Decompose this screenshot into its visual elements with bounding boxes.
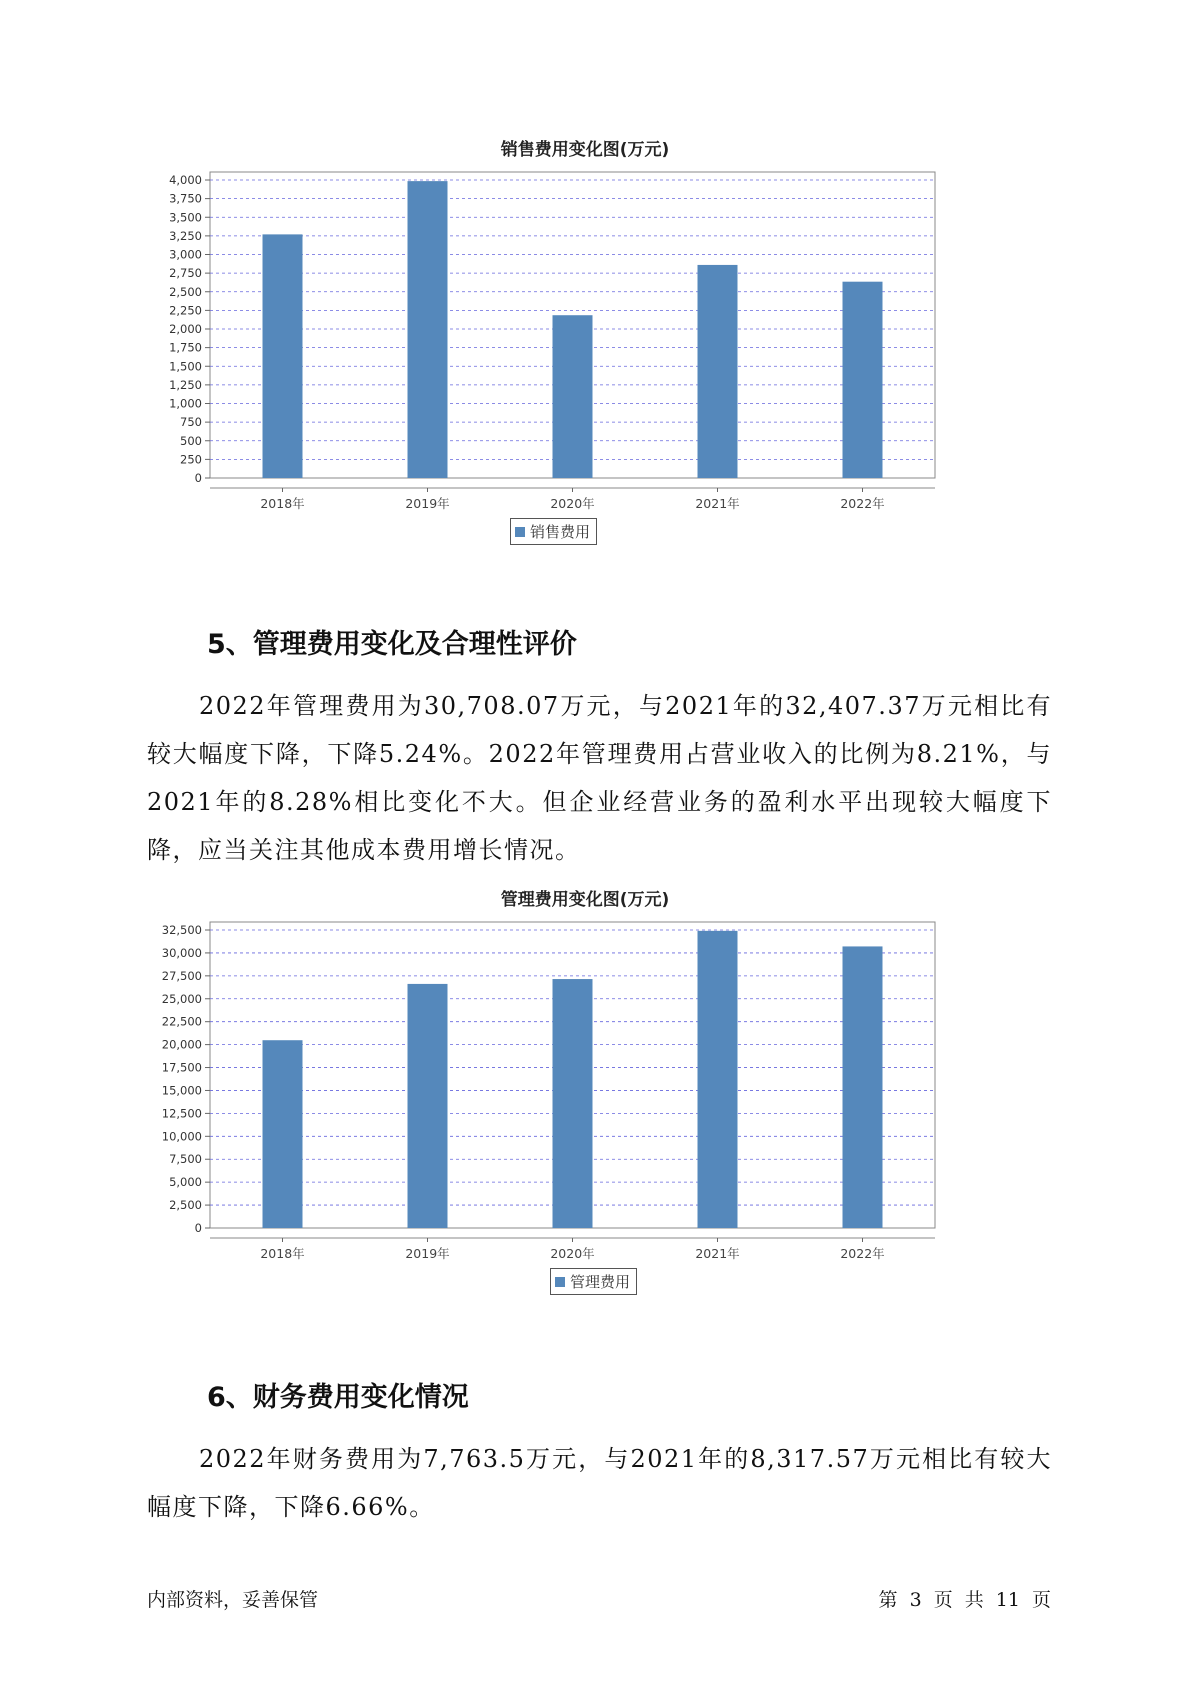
y-tick-label: 3,250 [169,228,202,243]
legend-swatch [515,527,525,537]
x-tick-label: 2018年 [260,1246,305,1261]
bar [263,1040,303,1228]
y-tick-label: 3,000 [169,247,202,262]
y-tick-label: 32,500 [161,923,202,937]
sales-expense-chart [150,130,1020,550]
y-tick-label: 17,500 [161,1060,202,1075]
y-tick-label: 1,000 [169,396,202,411]
bar [553,979,593,1228]
bar [698,931,738,1228]
y-tick-label: 10,000 [161,1129,202,1144]
y-tick-label: 1,500 [169,359,202,374]
chart-plot [150,160,1020,560]
bar [843,282,883,478]
y-tick-label: 750 [180,415,202,430]
legend-swatch [555,1277,565,1287]
y-tick-label: 2,250 [169,303,202,318]
x-tick-label: 2021年 [695,1246,740,1261]
y-tick-label: 30,000 [161,945,202,960]
x-tick-label: 2022年 [840,496,885,511]
y-tick-label: 27,500 [161,968,202,983]
y-tick-label: 2,500 [169,1198,202,1213]
x-tick-label: 2021年 [695,496,740,511]
x-tick-label: 2019年 [405,1246,450,1261]
y-tick-label: 0 [194,1221,202,1235]
y-tick-label: 2,750 [169,266,202,281]
chart-title: 管理费用变化图(万元) [500,890,670,910]
y-tick-label: 20,000 [161,1037,202,1052]
y-tick-label: 2,500 [169,284,202,299]
y-tick-label: 3,500 [169,210,202,225]
x-tick-label: 2022年 [840,1246,885,1261]
footer-page-number: 第 3 页 共 11 页 [878,1589,1051,1611]
y-tick-label: 1,750 [169,340,202,355]
bar [843,946,883,1228]
footer-confidential-note: 内部资料，妥善保管 [147,1589,319,1611]
section-5-heading: 5、管理费用变化及合理性评价 [207,629,577,660]
y-tick-label: 22,500 [161,1014,202,1029]
chart-plot [150,910,1020,1310]
admin-expense-chart [150,880,1020,1300]
x-tick-label: 2020年 [550,496,595,511]
y-tick-label: 7,500 [169,1152,202,1167]
chart-legend [510,518,597,545]
bar [553,315,593,478]
legend-label: 销售费用 [530,523,591,541]
bar [408,984,448,1228]
y-tick-label: 0 [194,471,202,485]
section-6-heading: 6、财务费用变化情况 [207,1382,469,1413]
bar [698,265,738,478]
legend-label: 管理费用 [570,1273,631,1291]
chart-title: 销售费用变化图(万元) [500,140,670,160]
y-tick-label: 12,500 [161,1106,202,1121]
y-tick-label: 4,000 [169,173,202,187]
bar [408,181,448,478]
y-tick-label: 1,250 [169,377,202,392]
y-tick-label: 2,000 [169,322,202,336]
x-tick-label: 2018年 [260,496,305,511]
x-tick-label: 2020年 [550,1246,595,1261]
chart-legend [550,1268,637,1295]
bar [263,234,303,478]
section-6-paragraph: 2022年财务费用为7,763.5万元，与2021年的8,317.57万元相比有较大幅度下降，下降6.66%。 [147,1445,1052,1521]
y-tick-label: 250 [180,452,202,467]
y-tick-label: 15,000 [161,1083,202,1098]
x-tick-label: 2019年 [405,496,450,511]
section-5-paragraph: 2022年管理费用为30,708.07万元，与2021年的32,407.37万元相比有较大幅度下降，下降5.24%。2022年管理费用占营业收入的比例为8.21%，与2021年的8.28%相比变化不大。但企业经营业务的盈利水平出现较大幅度下降，应当关注其他成本费用增长情况。 [147,692,1052,864]
y-tick-label: 25,000 [161,991,202,1006]
y-tick-label: 3,750 [169,191,202,206]
y-tick-label: 500 [180,433,202,448]
y-tick-label: 5,000 [169,1175,202,1190]
